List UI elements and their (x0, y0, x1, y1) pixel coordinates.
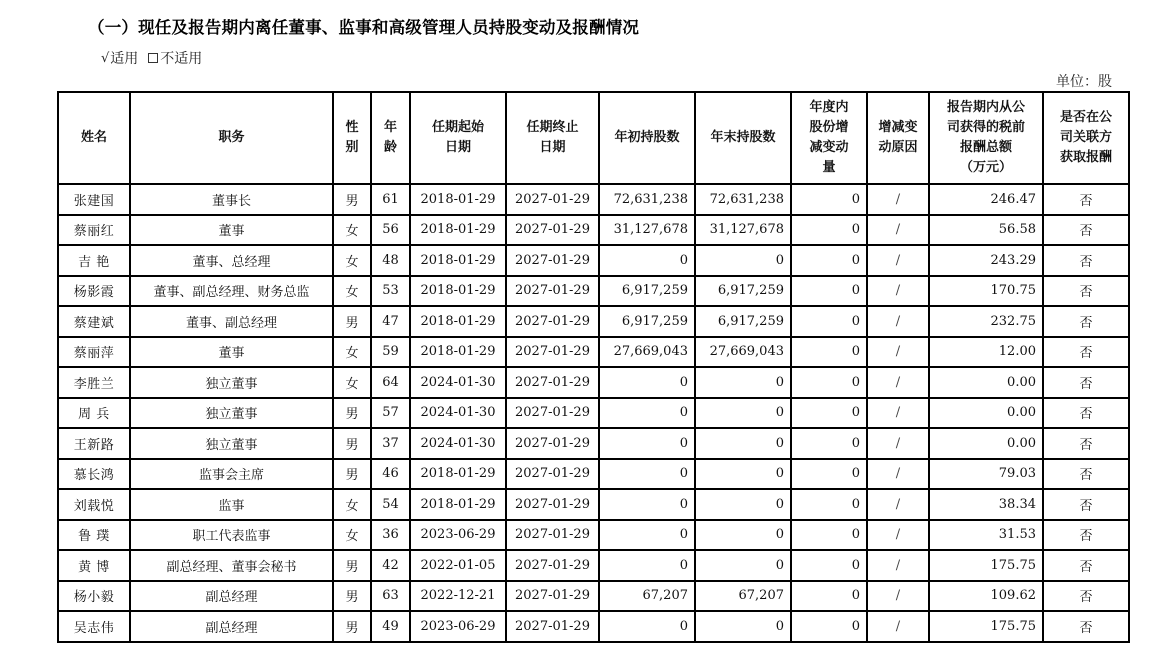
cell-position: 董事长 (130, 184, 333, 215)
cell-term-start: 2023-06-29 (410, 520, 506, 551)
shareholding-compensation-table (57, 91, 1130, 643)
cell-position: 副总经理、董事会秘书 (130, 550, 333, 581)
cell-change-reason: / (867, 306, 929, 337)
cell-term-end: 2027-01-29 (506, 459, 599, 490)
column-header-share-change (791, 92, 867, 184)
applicability-options (101, 48, 212, 68)
cell-share-change: 0 (791, 337, 867, 368)
table-row (58, 245, 1129, 276)
cell-name: 蔡丽红 (58, 215, 130, 246)
cell-shares-begin: 72,631,238 (599, 184, 695, 215)
cell-share-change: 0 (791, 215, 867, 246)
cell-term-start: 2018-01-29 (410, 459, 506, 490)
cell-position: 独立董事 (130, 398, 333, 429)
cell-change-reason: / (867, 520, 929, 551)
column-header-text: 任期起始 (431, 120, 484, 135)
cell-name: 鲁 璞 (58, 520, 130, 551)
cell-share-change: 0 (791, 398, 867, 429)
cell-term-start: 2024-01-30 (410, 428, 506, 459)
cell-gender: 女 (333, 245, 371, 276)
column-header-gender (333, 92, 371, 184)
column-header-text: 司关联方 (1059, 130, 1112, 145)
column-header-text: 股份增 (809, 120, 849, 135)
column-header-text: 动原因 (878, 140, 918, 155)
cell-related-party: 否 (1043, 276, 1129, 307)
cell-share-change: 0 (791, 245, 867, 276)
cell-position: 职工代表监事 (130, 520, 333, 551)
cell-shares-begin: 0 (599, 245, 695, 276)
column-header-text: （万元） (959, 160, 1012, 175)
cell-shares-begin: 0 (599, 398, 695, 429)
cell-age: 48 (371, 245, 410, 276)
cell-change-reason: / (867, 215, 929, 246)
cell-change-reason: / (867, 367, 929, 398)
cell-term-end: 2027-01-29 (506, 367, 599, 398)
cell-related-party: 否 (1043, 581, 1129, 612)
cell-compensation: 175.75 (929, 550, 1043, 581)
table-row (58, 276, 1129, 307)
cell-related-party: 否 (1043, 367, 1129, 398)
not-applicable-label: 不适用 (160, 51, 203, 67)
cell-age: 59 (371, 337, 410, 368)
cell-shares-end: 0 (695, 428, 791, 459)
cell-term-end: 2027-01-29 (506, 489, 599, 520)
cell-name: 蔡建斌 (58, 306, 130, 337)
cell-shares-begin: 27,669,043 (599, 337, 695, 368)
column-header-pretax-compensation (929, 92, 1043, 184)
cell-term-end: 2027-01-29 (506, 306, 599, 337)
cell-age: 49 (371, 611, 410, 642)
cell-term-start: 2024-01-30 (410, 398, 506, 429)
cell-shares-end: 72,631,238 (695, 184, 791, 215)
applicable-option[interactable] (101, 48, 138, 68)
cell-age: 61 (371, 184, 410, 215)
cell-related-party: 否 (1043, 520, 1129, 551)
cell-shares-end: 27,669,043 (695, 337, 791, 368)
table-body (58, 184, 1129, 642)
cell-compensation: 170.75 (929, 276, 1043, 307)
cell-name: 刘载悦 (58, 489, 130, 520)
column-header-change-reason (867, 92, 929, 184)
cell-position: 独立董事 (130, 367, 333, 398)
cell-age: 53 (371, 276, 410, 307)
cell-position: 监事 (130, 489, 333, 520)
column-header-text: 司获得的税前 (946, 120, 1025, 135)
cell-share-change: 0 (791, 367, 867, 398)
cell-compensation: 109.62 (929, 581, 1043, 612)
cell-change-reason: / (867, 428, 929, 459)
cell-change-reason: / (867, 337, 929, 368)
cell-shares-end: 67,207 (695, 581, 791, 612)
cell-term-end: 2027-01-29 (506, 550, 599, 581)
cell-compensation: 79.03 (929, 459, 1043, 490)
cell-share-change: 0 (791, 550, 867, 581)
column-header-text: 年度内 (809, 100, 849, 115)
cell-position: 董事、副总经理 (130, 306, 333, 337)
cell-related-party: 否 (1043, 398, 1129, 429)
cell-position: 监事会主席 (130, 459, 333, 490)
cell-name: 杨小毅 (58, 581, 130, 612)
table-row (58, 337, 1129, 368)
table-row (58, 306, 1129, 337)
cell-term-end: 2027-01-29 (506, 398, 599, 429)
cell-age: 42 (371, 550, 410, 581)
table-row (58, 489, 1129, 520)
cell-term-end: 2027-01-29 (506, 245, 599, 276)
cell-position: 董事、总经理 (130, 245, 333, 276)
cell-term-end: 2027-01-29 (506, 428, 599, 459)
cell-position: 董事 (130, 337, 333, 368)
cell-shares-end: 0 (695, 520, 791, 551)
column-header-term-start (410, 92, 506, 184)
column-header-text: 日期 (444, 140, 471, 155)
cell-gender: 女 (333, 215, 371, 246)
cell-gender: 男 (333, 306, 371, 337)
cell-age: 64 (371, 367, 410, 398)
cell-position: 董事 (130, 215, 333, 246)
cell-term-start: 2018-01-29 (410, 337, 506, 368)
cell-shares-end: 0 (695, 459, 791, 490)
cell-shares-begin: 31,127,678 (599, 215, 695, 246)
cell-related-party: 否 (1043, 215, 1129, 246)
cell-term-end: 2027-01-29 (506, 337, 599, 368)
cell-gender: 男 (333, 184, 371, 215)
cell-gender: 女 (333, 489, 371, 520)
column-header-text: 姓名 (80, 130, 107, 145)
cell-shares-end: 31,127,678 (695, 215, 791, 246)
cell-related-party: 否 (1043, 337, 1129, 368)
cell-term-end: 2027-01-29 (506, 215, 599, 246)
cell-name: 吉 艳 (58, 245, 130, 276)
cell-gender: 男 (333, 428, 371, 459)
column-header-text: 日期 (539, 140, 566, 155)
cell-change-reason: / (867, 550, 929, 581)
cell-compensation: 243.29 (929, 245, 1043, 276)
cell-name: 吴志伟 (58, 611, 130, 642)
unit-label: 单位：股 (1056, 74, 1112, 90)
cell-name: 杨影霞 (58, 276, 130, 307)
cell-gender: 男 (333, 398, 371, 429)
cell-shares-end: 0 (695, 367, 791, 398)
table-row (58, 459, 1129, 490)
cell-share-change: 0 (791, 520, 867, 551)
table-row (58, 215, 1129, 246)
cell-term-start: 2018-01-29 (410, 489, 506, 520)
table-row (58, 367, 1129, 398)
cell-change-reason: / (867, 276, 929, 307)
cell-age: 54 (371, 489, 410, 520)
cell-term-start: 2022-12-21 (410, 581, 506, 612)
cell-term-end: 2027-01-29 (506, 611, 599, 642)
cell-compensation: 175.75 (929, 611, 1043, 642)
table-row (58, 581, 1129, 612)
section-title: （一）现任及报告期内离任董事、监事和高级管理人员持股变动及报酬情况 (88, 18, 640, 37)
column-header-shares-begin (599, 92, 695, 184)
cell-position: 副总经理 (130, 611, 333, 642)
cell-related-party: 否 (1043, 459, 1129, 490)
cell-related-party: 否 (1043, 489, 1129, 520)
cell-age: 36 (371, 520, 410, 551)
column-header-text: 龄 (383, 140, 397, 155)
cell-term-start: 2018-01-29 (410, 306, 506, 337)
cell-shares-end: 0 (695, 489, 791, 520)
cell-shares-end: 0 (695, 398, 791, 429)
cell-gender: 女 (333, 367, 371, 398)
cell-share-change: 0 (791, 306, 867, 337)
cell-age: 46 (371, 459, 410, 490)
column-header-position (130, 92, 333, 184)
column-header-text: 是否在公 (1059, 110, 1112, 125)
cell-shares-begin: 6,917,259 (599, 276, 695, 307)
cell-gender: 男 (333, 459, 371, 490)
cell-share-change: 0 (791, 428, 867, 459)
column-header-shares-end (695, 92, 791, 184)
cell-term-end: 2027-01-29 (506, 276, 599, 307)
table-row (58, 398, 1129, 429)
cell-shares-begin: 0 (599, 459, 695, 490)
cell-gender: 女 (333, 337, 371, 368)
column-header-text: 年 (383, 120, 397, 135)
column-header-name (58, 92, 130, 184)
cell-related-party: 否 (1043, 306, 1129, 337)
cell-shares-begin: 6,917,259 (599, 306, 695, 337)
cell-change-reason: / (867, 489, 929, 520)
cell-shares-end: 0 (695, 550, 791, 581)
cell-position: 副总经理 (130, 581, 333, 612)
cell-related-party: 否 (1043, 428, 1129, 459)
cell-age: 37 (371, 428, 410, 459)
cell-change-reason: / (867, 398, 929, 429)
empty-checkbox-icon (148, 53, 158, 63)
cell-related-party: 否 (1043, 611, 1129, 642)
cell-age: 63 (371, 581, 410, 612)
cell-shares-end: 6,917,259 (695, 276, 791, 307)
cell-shares-begin: 0 (599, 367, 695, 398)
cell-change-reason: / (867, 184, 929, 215)
cell-compensation: 232.75 (929, 306, 1043, 337)
cell-compensation: 31.53 (929, 520, 1043, 551)
cell-age: 47 (371, 306, 410, 337)
cell-term-end: 2027-01-29 (506, 581, 599, 612)
cell-compensation: 246.47 (929, 184, 1043, 215)
column-header-text: 量 (822, 160, 836, 175)
table-row (58, 520, 1129, 551)
cell-name: 慕长鸿 (58, 459, 130, 490)
cell-gender: 男 (333, 611, 371, 642)
cell-shares-begin: 0 (599, 489, 695, 520)
cell-name: 王新路 (58, 428, 130, 459)
cell-term-end: 2027-01-29 (506, 184, 599, 215)
cell-compensation: 0.00 (929, 398, 1043, 429)
cell-change-reason: / (867, 245, 929, 276)
cell-name: 周 兵 (58, 398, 130, 429)
column-header-text: 性 (345, 120, 359, 135)
cell-term-start: 2018-01-29 (410, 276, 506, 307)
cell-shares-begin: 0 (599, 611, 695, 642)
cell-age: 57 (371, 398, 410, 429)
cell-related-party: 否 (1043, 245, 1129, 276)
cell-position: 董事、副总经理、财务总监 (130, 276, 333, 307)
column-header-related-party-compensation (1043, 92, 1129, 184)
not-applicable-option[interactable] (148, 48, 202, 68)
cell-share-change: 0 (791, 459, 867, 490)
cell-share-change: 0 (791, 581, 867, 612)
cell-shares-end: 0 (695, 611, 791, 642)
cell-name: 蔡丽萍 (58, 337, 130, 368)
cell-shares-begin: 67,207 (599, 581, 695, 612)
cell-compensation: 12.00 (929, 337, 1043, 368)
cell-term-start: 2023-06-29 (410, 611, 506, 642)
cell-shares-begin: 0 (599, 520, 695, 551)
cell-shares-end: 6,917,259 (695, 306, 791, 337)
table-row (58, 611, 1129, 642)
table-header-row (58, 92, 1129, 184)
cell-shares-begin: 0 (599, 428, 695, 459)
applicable-label: 适用 (110, 51, 139, 67)
checkmark-icon: √ (101, 50, 110, 66)
table-row (58, 184, 1129, 215)
cell-name: 黄 博 (58, 550, 130, 581)
cell-gender: 男 (333, 581, 371, 612)
cell-gender: 女 (333, 276, 371, 307)
column-header-text: 职务 (218, 130, 245, 145)
cell-shares-begin: 0 (599, 550, 695, 581)
cell-share-change: 0 (791, 611, 867, 642)
column-header-text: 获取报酬 (1059, 150, 1112, 165)
cell-compensation: 38.34 (929, 489, 1043, 520)
cell-share-change: 0 (791, 489, 867, 520)
cell-compensation: 56.58 (929, 215, 1043, 246)
cell-gender: 男 (333, 550, 371, 581)
cell-change-reason: / (867, 581, 929, 612)
cell-related-party: 否 (1043, 184, 1129, 215)
cell-position: 独立董事 (130, 428, 333, 459)
column-header-text: 年末持股数 (710, 130, 776, 145)
cell-gender: 女 (333, 520, 371, 551)
cell-name: 张建国 (58, 184, 130, 215)
column-header-text: 报告期内从公 (946, 100, 1025, 115)
cell-share-change: 0 (791, 184, 867, 215)
cell-term-start: 2018-01-29 (410, 245, 506, 276)
cell-term-start: 2018-01-29 (410, 215, 506, 246)
cell-related-party: 否 (1043, 550, 1129, 581)
cell-term-end: 2027-01-29 (506, 520, 599, 551)
cell-name: 李胜兰 (58, 367, 130, 398)
cell-change-reason: / (867, 611, 929, 642)
cell-compensation: 0.00 (929, 367, 1043, 398)
column-header-text: 年初持股数 (614, 130, 680, 145)
cell-term-start: 2018-01-29 (410, 184, 506, 215)
column-header-text: 报酬总额 (959, 140, 1012, 155)
column-header-text: 减变动 (809, 140, 849, 155)
table-row (58, 428, 1129, 459)
column-header-text: 任期终止 (526, 120, 579, 135)
column-header-term-end (506, 92, 599, 184)
cell-share-change: 0 (791, 276, 867, 307)
column-header-text: 增减变 (878, 120, 918, 135)
cell-compensation: 0.00 (929, 428, 1043, 459)
cell-term-start: 2024-01-30 (410, 367, 506, 398)
cell-age: 56 (371, 215, 410, 246)
column-header-age (371, 92, 410, 184)
cell-term-start: 2022-01-05 (410, 550, 506, 581)
cell-shares-end: 0 (695, 245, 791, 276)
cell-change-reason: / (867, 459, 929, 490)
column-header-text: 别 (345, 140, 359, 155)
table-row (58, 550, 1129, 581)
